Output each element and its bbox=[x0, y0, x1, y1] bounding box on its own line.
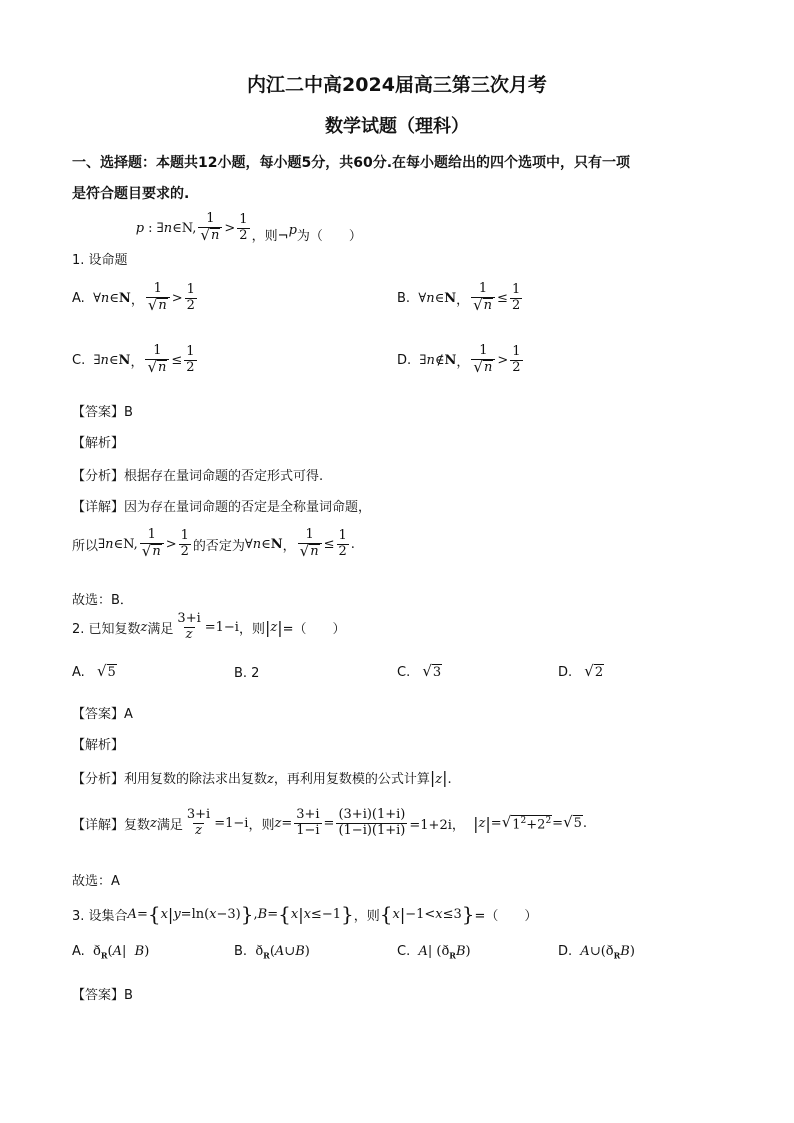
q1-choose: 故选：B． bbox=[72, 593, 133, 608]
q3-end: =（ ） bbox=[474, 908, 538, 924]
q3-option-b: B. $ð_R(A\cup B)$ bbox=[234, 944, 310, 961]
q2-option-d-label: D. bbox=[558, 665, 573, 680]
q1-answer: 【答案】B bbox=[72, 405, 133, 420]
q1-option-a-math: ∀ n ∈ N ， 1 √ n > $\frac{1}{2}$ bbox=[88, 281, 195, 314]
q3-option-a: A. $ð_R(A|$ B) bbox=[72, 944, 150, 961]
q2-tail: ，则 bbox=[238, 621, 265, 637]
q1-option-a bbox=[72, 282, 199, 315]
q1-option-b bbox=[397, 282, 524, 315]
q1-option-c-math: ∃ n ∈ N ， 1 √ n ≤ $\frac{1}{2}$ bbox=[89, 343, 195, 376]
q2-end: =（ ） bbox=[282, 621, 346, 637]
q3-option-d-label: D. bbox=[558, 944, 573, 959]
q1-option-d bbox=[397, 344, 525, 377]
q2-fenxi: 【分析】利用复数的除法求出复数z，再利用复数模的公式计算|z|. bbox=[72, 768, 452, 787]
q1-detail: 【详解】因为存在量词命题的否定是全称量词命题， bbox=[72, 500, 372, 515]
q1-so-line: 所以 ∃ n ∈N, 1 √ n > $\frac{1}{2}$ 的否定为 ∀ n ∈ N ， 1 √ n ≤ $\frac{1}{2}$ . bbox=[72, 527, 355, 560]
q3-answer: 【答案】B bbox=[72, 988, 133, 1003]
q1-analysis-label: 【解析】 bbox=[72, 436, 125, 451]
q2-fenxi-pre: 【分析】利用复数的除法求出复数 bbox=[72, 772, 268, 787]
q3-prefix: 3. 设集合 bbox=[72, 908, 128, 924]
q2-option-b: B. 2 bbox=[234, 666, 260, 681]
q1-proposition: p : ∃ n ∈N, 1 √ n > $\frac{1}{2}$ bbox=[135, 211, 248, 244]
section-heading-line2: 是符合题目要求的. bbox=[72, 186, 190, 202]
q2-detail-pre: 【详解】复数 bbox=[72, 817, 151, 833]
q2-option-c: C. √ 3 bbox=[397, 662, 442, 680]
q3-stem: 3. 设集合 A = { x | y =ln( x −3) } , B = { x | x ≤−1 } ，则 { x | −1< x ≤3 } =（ ） bbox=[72, 902, 538, 926]
q3-option-b-label: B. bbox=[234, 944, 248, 959]
q1-option-c bbox=[72, 344, 199, 377]
q2-mid: 满足 bbox=[147, 621, 174, 637]
q3-option-d: D. $A\cup(ð_RB)$ bbox=[558, 944, 635, 961]
q1-stem-end: 为（ ） bbox=[296, 228, 362, 244]
q1-fenxi: 【分析】根据存在量词命题的否定形式可得. bbox=[72, 469, 324, 484]
q2-choose: 故选：A bbox=[72, 874, 120, 889]
q2-option-d: D. √ 2 bbox=[558, 662, 604, 680]
q1-option-a-label: A. bbox=[72, 290, 85, 306]
q3-option-a-label: A. bbox=[72, 944, 85, 959]
q1-stem-p: p bbox=[288, 222, 297, 238]
page-title: 内江二中高2024届高三第三次月考 bbox=[247, 74, 547, 96]
q3-option-c-label: C. bbox=[397, 944, 411, 959]
q1-stem bbox=[72, 211, 362, 268]
q2-option-a-label: A. bbox=[72, 665, 85, 680]
q1-option-d-label: D. bbox=[397, 352, 412, 368]
q2-answer: 【答案】A bbox=[72, 707, 133, 722]
q1-option-d-math: ∃ n ∉ N ， 1 √ n > $\frac{1}{2}$ bbox=[415, 343, 521, 376]
q2-option-a: A. √ 5 bbox=[72, 662, 116, 680]
q2-detail-mid: 满足 bbox=[156, 817, 183, 833]
section-heading-line1: 一、选择题：本题共12小题，每小题5分，共60分.在每小题给出的四个选项中，只有一项 bbox=[72, 155, 631, 171]
q1-option-b-label: B. bbox=[397, 290, 411, 306]
q1-option-b-math: ∀ n ∈ N ， 1 √ n ≤ $\frac{1}{2}$ bbox=[414, 281, 521, 314]
q1-number: 1. 设命题 bbox=[72, 252, 128, 268]
q3-then: ，则 bbox=[353, 908, 380, 924]
q1-so-mid: 的否定为 bbox=[192, 538, 245, 554]
q1-option-c-label: C. bbox=[72, 352, 86, 368]
q1-stem-tail: ，则¬ bbox=[251, 228, 289, 244]
page-subtitle: 数学试题（理科） bbox=[325, 116, 469, 137]
q2-detail-then: ，则 bbox=[248, 817, 275, 833]
q2-analysis-label: 【解析】 bbox=[72, 738, 125, 753]
q2-stem: 2. 已知复数 z 满足 $\frac{3+i}{z}$ =1−i ，则 | z | =（ ） bbox=[72, 611, 346, 642]
q1-so-prefix: 所以 bbox=[72, 538, 99, 554]
q2-option-c-label: C. bbox=[397, 665, 411, 680]
q2-fenxi-post: ，再利用复数模的公式计算 bbox=[273, 772, 430, 787]
q2-prefix: 2. 已知复数 bbox=[72, 621, 141, 637]
q3-option-c: C. A| $(ð_RB)$ bbox=[397, 944, 471, 961]
q2-detail: 【详解】复数 z 满足 $\frac{3+i}{z}$ =1−i ，则 z = $\frac{3+i}{1-i}$ = $\frac{(3+i)(1+i)}{(1-i)(1+i)}$ =1+2i， | z | = √ $1^2+2^2$ = √ 5 . bbox=[72, 807, 588, 838]
